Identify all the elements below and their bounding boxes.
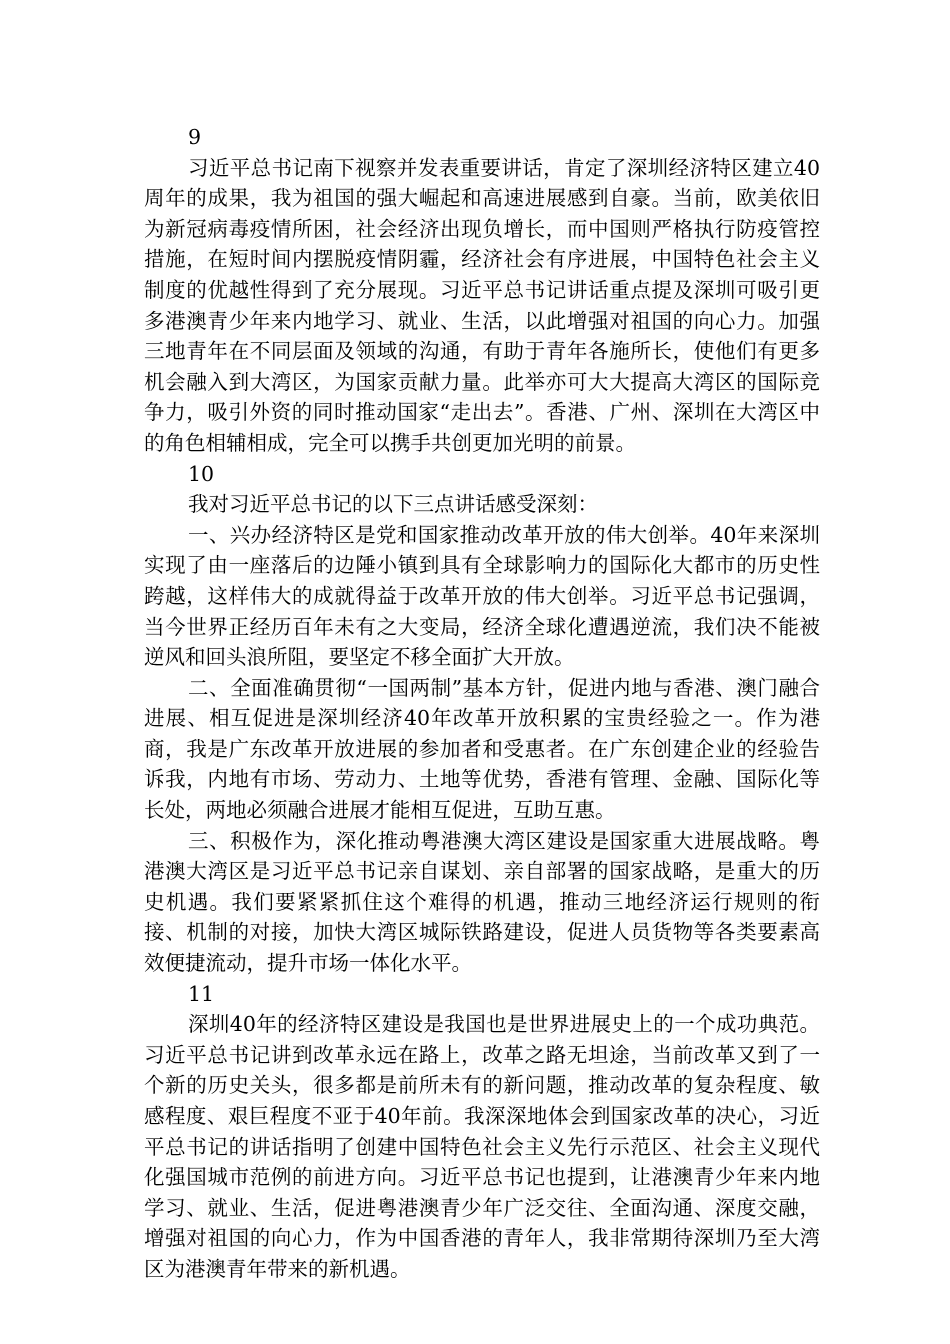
- paragraph: 二、全面准确贯彻“一国两制”基本方针，促进内地与香港、澳门融合进展、相互促进是深圳经济40年改革开放积累的宝贵经验之一。作为港商，我是广东改革开放进展的参加者和受惠者。在广东创建企业的经验告诉我，内地有市场、劳动力、土地等优势，香港有管理、金融、国际化等长处，两地必须融合进展才能相互促进，互助互惠。: [144, 675, 820, 823]
- section-number: 10: [188, 461, 215, 486]
- section-11: [144, 979, 820, 1285]
- section-10: [144, 459, 820, 979]
- section-number: 11: [188, 981, 215, 1006]
- paragraph: 一、兴办经济特区是党和国家推动改革开放的伟大创举。40年来深圳实现了由一座落后的边陲小镇到具有全球影响力的国际化大都市的历史性跨越，这样伟大的成就得益于改革开放的伟大创举。习近平总书记强调，当今世界正经历百年未有之大变局，经济全球化遭遇逆流，我们决不能被逆风和回头浪所阻，要坚定不移全面扩大开放。: [144, 522, 820, 670]
- section-number: 9: [188, 125, 202, 149]
- paragraph: 我对习近平总书记的以下三点讲话感受深刻：: [188, 492, 598, 517]
- document-body: [144, 122, 820, 1285]
- paragraph: 深圳40年的经济特区建设是我国也是世界进展史上的一个成功典范。习近平总书记讲到改革永远在路上，改革之路无坦途，当前改革又到了一个新的历史关头，很多都是前所未有的新问题，推动改革的复杂程度、敏感程度、艰巨程度不亚于40年前。我深深地体会到国家改革的决心，习近平总书记的讲话指明了创建中国特色社会主义先行示范区、社会主义现代化强国城市范例的前进方向。习近平总书记也提到，让港澳青少年来内地学习、就业、生活，促进粤港澳青少年广泛交往、全面沟通、深度交融，增强对祖国的向心力，作为中国香港的青年人，我非常期待深圳乃至大湾区为港澳青年带来的新机遇。: [144, 1012, 820, 1281]
- paragraph: 习近平总书记南下视察并发表重要讲话，肯定了深圳经济特区建立40周年的成果，我为祖国的强大崛起和高速进展感到自豪。当前，欧美依旧为新冠病毒疫情所困，社会经济出现负增长，而中国则严格执行防疫管控措施，在短时间内摆脱疫情阴霾，经济社会有序进展，中国特色社会主义制度的优越性得到了充分展现。习近平总书记讲话重点提及深圳可吸引更多港澳青少年来内地学习、就业、生活，以此增强对祖国的向心力。加强三地青年在不同层面及领域的沟通，有助于青年各施所长，使他们有更多机会融入到大湾区，为国家贡献力量。此举亦可大大提高大湾区的国际竞争力，吸引外资的同时推动国家“走出去”。香港、广州、深圳在大湾区中的角色相辅相成，完全可以携手共创更加光明的前景。: [144, 155, 820, 455]
- paragraph: 三、积极作为，深化推动粤港澳大湾区建设是国家重大进展战略。粤港澳大湾区是习近平总书记亲自谋划、亲自部署的国家战略，是重大的历史机遇。我们要紧紧抓住这个难得的机遇，推动三地经济运行规则的衔接、机制的对接，加快大湾区城际铁路建设，促进人员货物等各类要素高效便捷流动，提升市场一体化水平。: [144, 828, 820, 976]
- section-9: [144, 122, 820, 459]
